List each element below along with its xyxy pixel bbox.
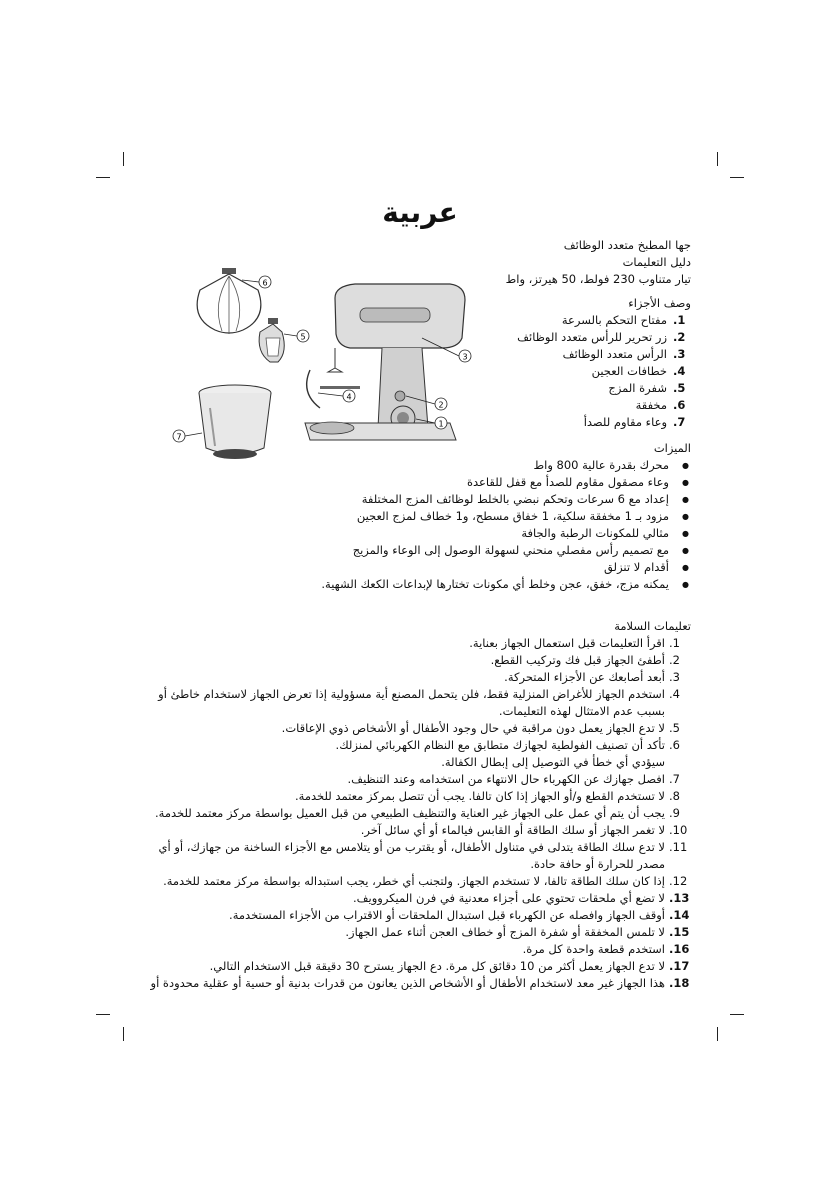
safety-number: 10. [669, 823, 688, 837]
beater-illustration [259, 318, 284, 362]
part-number: 1. [673, 313, 686, 327]
part-item [391, 397, 691, 414]
safety-item [131, 652, 691, 669]
safety-text: أطفئ الجهاز قبل فك وتركيب القطع. [490, 653, 665, 667]
safety-text: تأكد أن تصنيف الفولطية لجهازك متطابق مع النظام الكهربائي لمنزلك. [335, 738, 665, 752]
safety-number: 15. [669, 925, 690, 939]
safety-item [131, 669, 691, 686]
safety-item [131, 873, 691, 890]
callout-2: 2 [438, 400, 444, 410]
safety-text: هذا الجهاز غير معد لاستخدام الأطفال أو الأشخاص الذين يعانون من قدرات بدنية أو حسية أو عقلية محدودة أو [150, 976, 665, 990]
feature-item: ● مزود بـ 1 مخفقة سلكية، 1 خفاق مسطح، و1 خطاف لمزج العجين [131, 508, 691, 525]
safety-item [131, 635, 691, 652]
safety-text: اقرأ التعليمات قبل استعمال الجهاز بعناية. [469, 636, 665, 650]
features-list [131, 457, 691, 593]
feature-item: ● مثالي للمكونات الرطبة والجافة [131, 525, 691, 542]
safety-list [131, 635, 691, 992]
feature-item: ● إعداد مع 6 سرعات وتحكم نبضي بالخلط لوظائف المزج المختلفة [131, 491, 691, 508]
safety-text: لا تلمس المخفقة أو شفرة المزج أو خطاف العجن أثناء عمل الجهاز. [345, 925, 665, 939]
safety-section [131, 618, 691, 992]
crop-mark [123, 152, 124, 166]
part-label: الرأس متعدد الوظائف [562, 347, 667, 361]
safety-text: لا تستخدم القطع و/أو الجهاز إذا كان تالفا. يجب أن تتصل بمركز معتمد للخدمة. [295, 789, 665, 803]
part-item [391, 414, 691, 431]
safety-heading: تعليمات السلامة [614, 619, 691, 633]
feature-item: ● وعاء مصقول مقاوم للصدأ مع قفل للقاعدة [131, 474, 691, 491]
part-number: 7. [673, 415, 686, 429]
safety-number: 1. [669, 636, 680, 650]
crop-mark [730, 177, 744, 178]
features-section [131, 440, 691, 593]
feature-item: ● محرك بقدرة عالية 800 واط [131, 457, 691, 474]
feature-item: ● يمكنه مزج، خفق، عجن وخلط أي مكونات تختارها لإبداعات الكعك الشهية. [131, 576, 691, 593]
part-item [391, 346, 691, 363]
safety-number: 2. [669, 653, 680, 667]
part-number: 3. [673, 347, 686, 361]
part-label: وعاء مقاوم للصدأ [583, 415, 667, 429]
feature-item: ● أقدام لا تنزلق [131, 559, 691, 576]
callout-3: 3 [462, 352, 468, 362]
part-number: 5. [673, 381, 686, 395]
features-heading: الميزات [653, 441, 691, 455]
power-spec: تيار متناوب 230 فولط، 50 هيرتز، واط [505, 272, 691, 286]
parts-section [391, 295, 691, 431]
safety-text: لا تدع سلك الطاقة يتدلى في متناول الأطفال، أو يقترب من أو يتلامس مع الأجزاء الساخنة من جهازك، أو أي مصدر للحرارة أو حافة حادة. [158, 840, 665, 871]
safety-number: 9. [669, 806, 680, 820]
safety-number: 12. [669, 874, 688, 888]
safety-text: أوقف الجهاز وافصله عن الكهرباء قبل استبدال الملحقات أو الاقتراب من الأجزاء المستخدمة. [229, 908, 665, 922]
safety-number: 11. [669, 840, 688, 854]
part-number: 4. [673, 364, 686, 378]
safety-item [131, 941, 691, 958]
safety-number: 7. [669, 772, 680, 786]
safety-item [131, 907, 691, 924]
manual-label: دليل التعليمات [622, 255, 691, 269]
callout-7: 7 [176, 432, 182, 442]
safety-number: 16. [669, 942, 690, 956]
crop-mark [96, 177, 110, 178]
safety-text: افصل جهازك عن الكهرباء حال الانتهاء من استخدامه وعند التنظيف. [347, 772, 665, 786]
safety-number: 8. [669, 789, 680, 803]
part-item [391, 312, 691, 329]
parts-heading: وصف الأجزاء [628, 296, 691, 310]
safety-item [131, 822, 691, 839]
safety-item [131, 754, 691, 771]
safety-text: لا تضع أي ملحقات تحتوي على أجزاء معدنية في فرن الميكروويف. [352, 891, 665, 905]
safety-number: 13. [669, 891, 690, 905]
part-label: مخفقة [635, 398, 667, 412]
safety-item [131, 890, 691, 907]
safety-item [131, 720, 691, 737]
safety-text: لا تدع الجهاز يعمل دون مراقبة في حال وجود الأطفال أو الأشخاص ذوي الإعاقات. [281, 721, 665, 735]
safety-number: 5. [669, 721, 680, 735]
callout-5: 5 [300, 332, 306, 342]
callout-4: 4 [346, 392, 352, 402]
safety-item [131, 805, 691, 822]
safety-text: سيؤدي أي خطأ في التوصيل إلى إبطال الكفالة. [441, 755, 665, 769]
crop-mark [96, 1014, 110, 1015]
safety-item [131, 975, 691, 992]
safety-item [131, 737, 691, 754]
safety-text: إذا كان سلك الطاقة تالفا، لا تستخدم الجهاز. ولتجنب أي خطر، يجب استبداله بواسطة مركز معتمد للخدمة. [163, 874, 665, 888]
crop-mark [730, 1014, 744, 1015]
safety-item [131, 686, 691, 720]
product-name: جها المطبخ متعدد الوظائف [563, 238, 691, 252]
part-number: 6. [673, 398, 686, 412]
safety-text: لا تغمر الجهاز أو سلك الطاقة أو القابس فيالماء أو أي سائل آخر. [360, 823, 665, 837]
part-number: 2. [673, 330, 686, 344]
safety-number: 6. [669, 738, 680, 752]
part-label: شفرة المزج [608, 381, 667, 395]
safety-item [131, 958, 691, 975]
safety-number: 4. [669, 687, 680, 701]
part-item [391, 363, 691, 380]
crop-mark [717, 152, 718, 166]
safety-number: 14. [669, 908, 690, 922]
safety-number: 17. [669, 959, 690, 973]
safety-item [131, 924, 691, 941]
safety-text: لا تدع الجهاز يعمل أكثر من 10 دقائق كل مرة. دع الجهاز يسترح 30 دقيقة قبل الاستخدام التالي. [209, 959, 665, 973]
callout-6: 6 [262, 278, 268, 288]
callout-1: 1 [438, 419, 444, 429]
part-label: خطافات العجين [591, 364, 667, 378]
feature-item: ● مع تصميم رأس مفصلي منحني لسهولة الوصول إلى الوعاء والمزيج [131, 542, 691, 559]
safety-text: استخدم قطعة واحدة كل مرة. [522, 942, 665, 956]
safety-item [131, 771, 691, 788]
parts-list [391, 312, 691, 431]
safety-text: استخدم الجهاز للأغراض المنزلية فقط، فلن يتحمل المصنع أية مسؤولية إذا تعرض الجهاز لاستخدام خاطئ أو بسبب عدم الامتثال لهذه التعليمات. [158, 687, 665, 718]
safety-text: يجب أن يتم أي عمل على الجهاز غير العناية والتنظيف الطبيعي من قبل العميل بواسطة مركز معتمد للخدمة. [155, 806, 665, 820]
crop-mark [717, 1027, 718, 1041]
safety-text: أبعد أصابعك عن الأجزاء المتحركة. [504, 670, 665, 684]
safety-item [131, 788, 691, 805]
whisk-illustration [197, 268, 261, 334]
crop-mark [123, 1027, 124, 1041]
safety-number: 18. [669, 976, 690, 990]
safety-item [131, 839, 691, 873]
safety-number: 3. [669, 670, 680, 684]
part-label: زر تحرير للرأس متعدد الوظائف [517, 330, 667, 344]
part-label: مفتاح التحكم بالسرعة [561, 313, 667, 327]
part-item [391, 329, 691, 346]
page-title: عربية [382, 196, 458, 229]
part-item [391, 380, 691, 397]
